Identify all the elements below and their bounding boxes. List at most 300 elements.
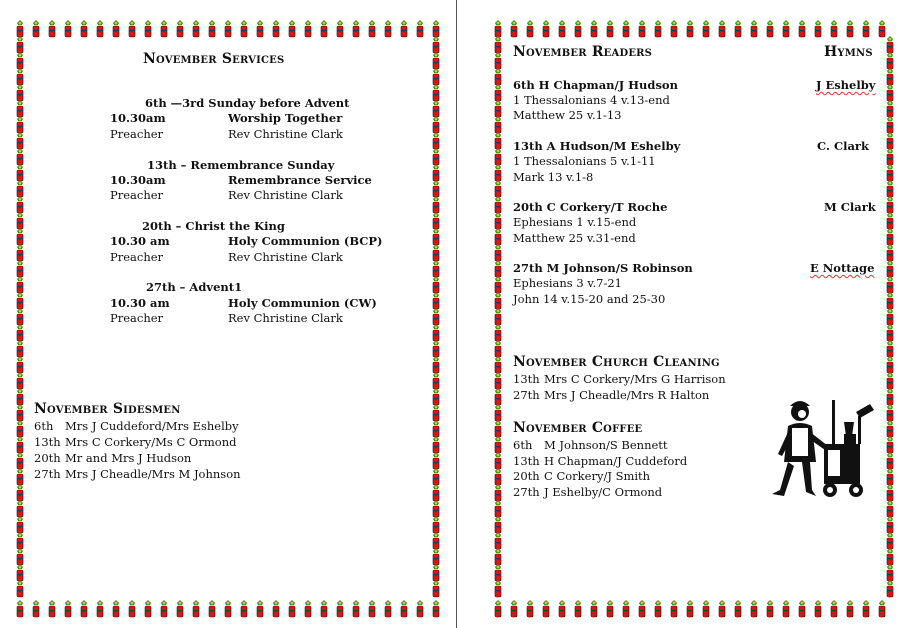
festive-ornament-icon	[767, 600, 773, 617]
festive-ornament-icon	[49, 20, 55, 37]
festive-ornament-icon	[17, 244, 23, 261]
festive-ornament-icon	[433, 468, 439, 485]
festive-ornament-icon	[495, 100, 501, 117]
festive-ornament-icon	[433, 600, 439, 617]
festive-ornament-icon	[433, 532, 439, 549]
festive-ornament-icon	[81, 600, 87, 617]
festive-ornament-icon	[433, 260, 439, 277]
festive-ornament-icon	[887, 500, 893, 517]
festive-ornament-icon	[879, 600, 885, 617]
festive-ornament-icon	[783, 600, 789, 617]
festive-ornament-icon	[887, 484, 893, 501]
festive-ornament-icon	[887, 228, 893, 245]
festive-ornament-icon	[17, 36, 23, 53]
festive-ornament-icon	[887, 84, 893, 101]
festive-ornament-icon	[495, 36, 501, 53]
festive-ornament-icon	[17, 436, 23, 453]
festive-ornament-icon	[433, 116, 439, 133]
festive-ornament-icon	[887, 260, 893, 277]
festive-ornament-icon	[887, 340, 893, 357]
festive-ornament-icon	[113, 20, 119, 37]
service-preacher: Rev Christine Clark	[228, 127, 343, 141]
service-time: 10.30 am	[110, 296, 170, 310]
festive-ornament-icon	[145, 20, 151, 37]
reading-2: John 14 v.15-20 and 25-30	[513, 292, 666, 306]
sidesmen-names: Mrs C Corkery/Ms C Ormond	[65, 435, 237, 449]
festive-ornament-icon	[17, 100, 23, 117]
festive-ornament-icon	[735, 600, 741, 617]
coffee-names: C Corkery/J Smith	[544, 469, 651, 483]
service-preacher: Rev Christine Clark	[228, 250, 343, 264]
festive-ornament-icon	[831, 600, 837, 617]
sidesmen-date: 6th	[34, 419, 54, 433]
festive-ornament-icon	[433, 436, 439, 453]
festive-ornament-icon	[433, 404, 439, 421]
left-page	[0, 0, 456, 628]
festive-ornament-icon	[193, 600, 199, 617]
reader-heading: 13th A Hudson/M Eshelby	[513, 139, 681, 153]
festive-ornament-icon	[49, 600, 55, 617]
festive-ornament-icon	[81, 20, 87, 37]
hymns-name: C. Clark	[817, 139, 869, 153]
festive-ornament-icon	[17, 308, 23, 325]
festive-ornament-icon	[495, 132, 501, 149]
festive-ornament-icon	[687, 20, 693, 37]
festive-ornament-icon	[257, 20, 263, 37]
festive-ornament-icon	[433, 580, 439, 597]
festive-ornament-icon	[17, 564, 23, 581]
festive-ornament-icon	[65, 600, 71, 617]
festive-ornament-icon	[321, 20, 327, 37]
festive-ornament-icon	[815, 600, 821, 617]
festive-ornament-icon	[273, 20, 279, 37]
festive-ornament-icon	[17, 116, 23, 133]
service-heading: 6th —3rd Sunday before Advent	[145, 96, 350, 110]
festive-ornament-icon	[433, 420, 439, 437]
festive-ornament-icon	[17, 500, 23, 517]
hymns-title: Hymns	[824, 44, 873, 60]
festive-ornament-icon	[433, 340, 439, 357]
festive-ornament-icon	[639, 600, 645, 617]
festive-ornament-icon	[17, 356, 23, 373]
festive-ornament-icon	[887, 292, 893, 309]
festive-ornament-icon	[623, 20, 629, 37]
reader-heading: 6th H Chapman/J Hudson	[513, 78, 678, 92]
festive-ornament-icon	[495, 532, 501, 549]
right-page	[458, 0, 913, 628]
festive-ornament-icon	[559, 20, 565, 37]
festive-ornament-icon	[639, 20, 645, 37]
sidesmen-date: 20th	[34, 451, 61, 465]
festive-ornament-icon	[17, 228, 23, 245]
service-name: Remembrance Service	[228, 173, 372, 187]
festive-ornament-icon	[161, 20, 167, 37]
festive-ornament-icon	[273, 600, 279, 617]
service-name: Holy Communion (CW)	[228, 296, 377, 310]
festive-ornament-icon	[17, 580, 23, 597]
festive-ornament-icon	[887, 404, 893, 421]
festive-ornament-icon	[145, 600, 151, 617]
festive-ornament-icon	[887, 132, 893, 149]
festive-ornament-icon	[887, 276, 893, 293]
festive-ornament-icon	[799, 20, 805, 37]
service-role: Preacher	[110, 127, 164, 141]
service-name: Holy Communion (BCP)	[228, 234, 383, 248]
festive-ornament-icon	[527, 600, 533, 617]
festive-ornament-icon	[671, 600, 677, 617]
festive-ornament-icon	[289, 600, 295, 617]
festive-ornament-icon	[17, 452, 23, 469]
sidesmen-date: 13th	[34, 435, 61, 449]
festive-ornament-icon	[687, 600, 693, 617]
service-time: 10.30 am	[110, 234, 170, 248]
festive-ornament-icon	[241, 20, 247, 37]
reading-1: 1 Thessalonians 4 v.13-end	[513, 93, 670, 107]
festive-ornament-icon	[433, 68, 439, 85]
festive-ornament-icon	[17, 420, 23, 437]
festive-ornament-icon	[433, 244, 439, 261]
festive-ornament-icon	[161, 600, 167, 617]
festive-ornament-icon	[257, 600, 263, 617]
festive-ornament-icon	[401, 600, 407, 617]
festive-ornament-icon	[433, 356, 439, 373]
festive-ornament-icon	[751, 20, 757, 37]
festive-ornament-icon	[433, 84, 439, 101]
festive-ornament-icon	[887, 564, 893, 581]
festive-ornament-icon	[887, 164, 893, 181]
reading-1: 1 Thessalonians 5 v.1-11	[513, 154, 656, 168]
festive-ornament-icon	[417, 600, 423, 617]
reading-2: Matthew 25 v.1-13	[513, 108, 622, 122]
festive-ornament-icon	[433, 52, 439, 69]
service-preacher: Rev Christine Clark	[228, 311, 343, 325]
festive-ornament-icon	[433, 452, 439, 469]
festive-ornament-icon	[433, 132, 439, 149]
festive-ornament-icon	[17, 196, 23, 213]
festive-ornament-icon	[495, 164, 501, 181]
sidesmen-names: Mr and Mrs J Hudson	[65, 451, 192, 465]
festive-ornament-icon	[17, 52, 23, 69]
festive-ornament-icon	[887, 372, 893, 389]
festive-ornament-icon	[433, 372, 439, 389]
festive-ornament-icon	[495, 276, 501, 293]
festive-ornament-icon	[433, 484, 439, 501]
festive-ornament-icon	[655, 600, 661, 617]
festive-ornament-icon	[433, 148, 439, 165]
festive-ornament-icon	[369, 20, 375, 37]
festive-ornament-icon	[719, 20, 725, 37]
festive-ornament-icon	[225, 600, 231, 617]
festive-ornament-icon	[751, 600, 757, 617]
festive-ornament-icon	[433, 564, 439, 581]
festive-ornament-icon	[887, 548, 893, 565]
festive-ornament-icon	[17, 388, 23, 405]
festive-ornament-icon	[703, 600, 709, 617]
festive-ornament-icon	[887, 212, 893, 229]
festive-ornament-icon	[433, 20, 439, 37]
festive-ornament-icon	[433, 36, 439, 53]
festive-ornament-icon	[887, 196, 893, 213]
festive-ornament-icon	[767, 20, 773, 37]
festive-ornament-icon	[17, 292, 23, 309]
festive-ornament-icon	[401, 20, 407, 37]
festive-ornament-icon	[495, 372, 501, 389]
festive-ornament-icon	[337, 600, 343, 617]
reading-1: Ephesians 3 v.7-21	[513, 276, 622, 290]
festive-ornament-icon	[17, 148, 23, 165]
sidesmen-names: Mrs J Cheadle/Mrs M Johnson	[65, 467, 241, 481]
festive-ornament-icon	[433, 324, 439, 341]
festive-ornament-icon	[433, 308, 439, 325]
festive-ornament-icon	[879, 20, 885, 37]
festive-ornament-icon	[887, 436, 893, 453]
festive-ornament-icon	[129, 20, 135, 37]
festive-ornament-icon	[863, 600, 869, 617]
service-role: Preacher	[110, 311, 164, 325]
reading-1: Ephesians 1 v.15-end	[513, 215, 637, 229]
coffee-date: 20th	[513, 469, 540, 483]
festive-ornament-icon	[433, 276, 439, 293]
festive-ornament-icon	[305, 20, 311, 37]
page-divider	[456, 0, 457, 628]
festive-ornament-icon	[17, 340, 23, 357]
festive-ornament-icon	[369, 600, 375, 617]
coffee-date: 13th	[513, 454, 540, 468]
festive-ornament-icon	[433, 100, 439, 117]
festive-ornament-icon	[575, 600, 581, 617]
festive-ornament-icon	[887, 52, 893, 69]
coffee-date: 27th	[513, 485, 540, 499]
festive-ornament-icon	[417, 20, 423, 37]
sidesmen-date: 27th	[34, 467, 61, 481]
festive-ornament-icon	[495, 228, 501, 245]
festive-ornament-icon	[887, 532, 893, 549]
festive-ornament-icon	[863, 20, 869, 37]
festive-ornament-icon	[887, 68, 893, 85]
festive-ornament-icon	[495, 356, 501, 373]
festive-ornament-icon	[17, 404, 23, 421]
festive-ornament-icon	[495, 52, 501, 69]
festive-ornament-icon	[17, 484, 23, 501]
coffee-names: J Eshelby/C Ormond	[544, 485, 663, 499]
festive-ornament-icon	[17, 276, 23, 293]
festive-ornament-icon	[495, 484, 501, 501]
coffee-names: M Johnson/S Bennett	[544, 438, 668, 452]
festive-ornament-icon	[385, 20, 391, 37]
reader-heading: 27th M Johnson/S Robinson	[513, 261, 693, 275]
festive-ornament-icon	[847, 20, 853, 37]
festive-ornament-icon	[17, 468, 23, 485]
festive-ornament-icon	[433, 164, 439, 181]
service-heading: 20th – Christ the King	[142, 219, 285, 233]
festive-ornament-icon	[591, 600, 597, 617]
festive-ornament-icon	[495, 468, 501, 485]
festive-ornament-icon	[887, 420, 893, 437]
festive-ornament-icon	[495, 244, 501, 261]
coffee-title: November Coffee	[513, 420, 643, 436]
festive-ornament-icon	[575, 20, 581, 37]
festive-ornament-icon	[433, 180, 439, 197]
festive-ornament-icon	[97, 20, 103, 37]
festive-ornament-icon	[495, 324, 501, 341]
festive-ornament-icon	[887, 324, 893, 341]
festive-ornament-icon	[495, 500, 501, 517]
festive-ornament-icon	[385, 600, 391, 617]
festive-ornament-icon	[17, 548, 23, 565]
festive-ornament-icon	[495, 68, 501, 85]
festive-ornament-icon	[543, 20, 549, 37]
festive-ornament-icon	[495, 148, 501, 165]
festive-ornament-icon	[495, 404, 501, 421]
cleaning-title: November Church Cleaning	[513, 354, 720, 370]
festive-ornament-icon	[17, 132, 23, 149]
festive-ornament-icon	[353, 600, 359, 617]
service-time: 10.30am	[110, 111, 166, 125]
festive-ornament-icon	[495, 452, 501, 469]
festive-ornament-icon	[433, 388, 439, 405]
service-preacher: Rev Christine Clark	[228, 188, 343, 202]
festive-ornament-icon	[495, 340, 501, 357]
festive-ornament-icon	[241, 600, 247, 617]
cleaning-names: Mrs J Cheadle/Mrs R Halton	[544, 388, 710, 402]
cleaning-names: Mrs C Corkery/Mrs G Harrison	[544, 372, 726, 386]
festive-ornament-icon	[607, 600, 613, 617]
festive-ornament-icon	[433, 516, 439, 533]
festive-ornament-icon	[193, 20, 199, 37]
festive-ornament-icon	[887, 148, 893, 165]
service-time: 10.30am	[110, 173, 166, 187]
festive-ornament-icon	[433, 228, 439, 245]
festive-ornament-icon	[209, 600, 215, 617]
festive-ornament-icon	[209, 20, 215, 37]
festive-ornament-icon	[831, 20, 837, 37]
hymns-name: J Eshelby	[816, 78, 876, 92]
festive-ornament-icon	[17, 532, 23, 549]
festive-ornament-icon	[433, 292, 439, 309]
festive-ornament-icon	[433, 212, 439, 229]
festive-ornament-icon	[887, 468, 893, 485]
festive-ornament-icon	[17, 68, 23, 85]
festive-ornament-icon	[495, 212, 501, 229]
coffee-names: H Chapman/J Cuddeford	[544, 454, 688, 468]
service-name: Worship Together	[228, 111, 343, 125]
festive-ornament-icon	[289, 20, 295, 37]
festive-ornament-icon	[543, 600, 549, 617]
festive-ornament-icon	[607, 20, 613, 37]
festive-ornament-icon	[17, 212, 23, 229]
festive-ornament-icon	[495, 260, 501, 277]
cleaner-with-trolley-icon	[770, 396, 882, 502]
festive-ornament-icon	[225, 20, 231, 37]
festive-ornament-icon	[17, 372, 23, 389]
festive-ornament-icon	[719, 600, 725, 617]
hymns-name: E Nottage	[810, 261, 875, 275]
festive-ornament-icon	[495, 516, 501, 533]
festive-ornament-icon	[887, 516, 893, 533]
festive-ornament-icon	[887, 308, 893, 325]
festive-ornament-icon	[735, 20, 741, 37]
festive-ornament-icon	[703, 20, 709, 37]
festive-ornament-icon	[495, 196, 501, 213]
festive-ornament-icon	[847, 600, 853, 617]
reading-2: Matthew 25 v.31-end	[513, 231, 636, 245]
coffee-date: 6th	[513, 438, 533, 452]
festive-ornament-icon	[887, 388, 893, 405]
festive-ornament-icon	[113, 600, 119, 617]
festive-ornament-icon	[495, 420, 501, 437]
festive-ornament-icon	[495, 84, 501, 101]
festive-ornament-icon	[433, 196, 439, 213]
festive-ornament-icon	[495, 20, 501, 37]
festive-ornament-icon	[887, 116, 893, 133]
hymns-name: M Clark	[824, 200, 876, 214]
service-heading: 13th – Remembrance Sunday	[147, 158, 335, 172]
festive-ornament-icon	[887, 580, 893, 597]
festive-ornament-icon	[305, 600, 311, 617]
festive-ornament-icon	[17, 20, 23, 37]
festive-ornament-icon	[17, 516, 23, 533]
reader-heading: 20th C Corkery/T Roche	[513, 200, 668, 214]
festive-ornament-icon	[887, 452, 893, 469]
festive-ornament-icon	[65, 20, 71, 37]
festive-ornament-icon	[887, 180, 893, 197]
cleaning-date: 13th	[513, 372, 540, 386]
readers-title: November Readers	[513, 44, 653, 60]
sidesmen-names: Mrs J Cuddeford/Mrs Eshelby	[65, 419, 239, 433]
festive-ornament-icon	[783, 20, 789, 37]
festive-ornament-icon	[511, 20, 517, 37]
festive-ornament-icon	[321, 600, 327, 617]
festive-ornament-icon	[495, 600, 501, 617]
festive-ornament-icon	[17, 164, 23, 181]
festive-ornament-icon	[495, 292, 501, 309]
services-title: November Services	[143, 51, 285, 67]
festive-ornament-icon	[495, 548, 501, 565]
festive-ornament-icon	[495, 564, 501, 581]
festive-ornament-icon	[17, 600, 23, 617]
festive-ornament-icon	[17, 180, 23, 197]
festive-ornament-icon	[559, 600, 565, 617]
festive-ornament-icon	[433, 548, 439, 565]
festive-ornament-icon	[887, 100, 893, 117]
festive-ornament-icon	[887, 244, 893, 261]
reading-2: Mark 13 v.1-8	[513, 170, 594, 184]
festive-ornament-icon	[887, 36, 893, 53]
festive-ornament-icon	[353, 20, 359, 37]
festive-ornament-icon	[511, 600, 517, 617]
cleaning-date: 27th	[513, 388, 540, 402]
sidesmen-title: November Sidesmen	[34, 401, 181, 417]
service-role: Preacher	[110, 250, 164, 264]
festive-ornament-icon	[495, 180, 501, 197]
festive-ornament-icon	[17, 324, 23, 341]
festive-ornament-icon	[495, 116, 501, 133]
festive-ornament-icon	[671, 20, 677, 37]
festive-ornament-icon	[495, 436, 501, 453]
festive-ornament-icon	[495, 580, 501, 597]
festive-ornament-icon	[33, 600, 39, 617]
service-role: Preacher	[110, 188, 164, 202]
festive-ornament-icon	[337, 20, 343, 37]
festive-ornament-icon	[33, 20, 39, 37]
festive-ornament-icon	[177, 20, 183, 37]
service-heading: 27th – Advent1	[146, 280, 243, 294]
festive-ornament-icon	[887, 356, 893, 373]
festive-ornament-icon	[17, 260, 23, 277]
festive-ornament-icon	[623, 600, 629, 617]
festive-ornament-icon	[655, 20, 661, 37]
festive-ornament-icon	[17, 84, 23, 101]
